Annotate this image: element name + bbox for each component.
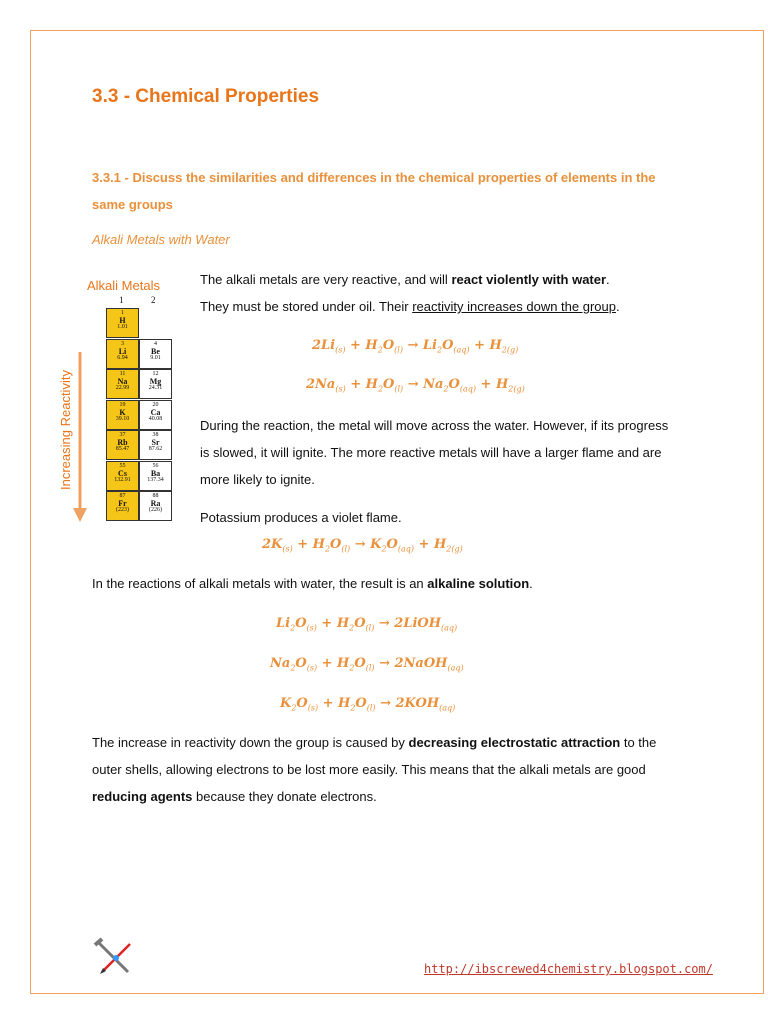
p1-text-d: They must be stored under oil. Their: [200, 299, 413, 314]
element-cell-sr: 38 Sr 87.62: [139, 430, 172, 460]
p4-bold: alkaline solution: [427, 576, 530, 591]
element-cell-mg: 12 Mg 24.31: [139, 369, 172, 399]
p5-bold-a: decreasing electrostatic attraction: [408, 735, 621, 750]
element-cell-cs: 55 Cs 132.91: [106, 461, 139, 491]
equation-k: $2K_{(s)} + H_2O_{(l)} \to K_2O_{(aq)} + H_{2(g)}$: [262, 537, 463, 554]
element-cell-k: 19 K 39.10: [106, 400, 139, 430]
element-cell-ra: 88 Ra (226): [139, 491, 172, 521]
p4-text-a: In the reactions of alkali metals with water, the result is an: [92, 576, 428, 591]
equation-li2o: $Li_2O_{(s)} + H_2O_{(l)}$ → 2LiOH$_{(aq)}$: [276, 616, 458, 633]
p5-bold-b: reducing agents: [92, 789, 193, 804]
equation-na: $2Na_{(s)} + H_2O_{(l)} \to Na_2O_{(aq)} + H_{2(g)}$: [306, 377, 525, 394]
p1-text-c: .: [606, 272, 610, 287]
figure-title: Alkali Metals: [87, 278, 160, 293]
screw-logo-icon: [92, 936, 136, 980]
equation-li: $2Li_{(s)} + H_2O_{(l)} \to Li_2O_{(aq)} + H_{2(g)}$: [312, 338, 519, 355]
p1-bold: react violently with water: [451, 272, 607, 287]
element-cell-ca: 20 Ca 40.08: [139, 400, 172, 430]
p5-text-a: The increase in reactivity down the group is caused by: [92, 735, 409, 750]
element-cell-rb: 37 Rb 85.47: [106, 430, 139, 460]
paragraph-1: [200, 266, 680, 320]
element-cell-li: 3 Li 6.94: [106, 339, 139, 369]
section-heading: Alkali Metals with Water: [92, 232, 230, 247]
arrow-head: [73, 508, 87, 522]
paragraph-2: During the reaction, the metal will move across the water. However, if its progress is slowed, it will ignite. The more reactive metals will have a larger flame and are more likely to ignite.: [200, 418, 669, 487]
group-1-header: 1: [119, 295, 124, 305]
arrow-label: Increasing Reactivity: [58, 370, 73, 490]
p5-text-c: to the outer shells, allowing electrons to be lost more easily. This means that the alkali metals are good: [92, 735, 657, 777]
reactivity-arrow: [58, 350, 88, 525]
page-title: 3.3 - Chemical Properties: [92, 86, 320, 107]
element-cell-be: 4 Be 9.01: [139, 339, 172, 369]
element-cell-h: 1 H 1.01: [106, 308, 139, 338]
p1-text-f: .: [615, 299, 620, 314]
element-cell-fr: 87 Fr (223): [106, 491, 139, 521]
group-2-header: 2: [151, 295, 156, 305]
p5-text-e: because they donate electrons.: [192, 789, 377, 804]
element-cell-na: 11 Na 22.99: [106, 369, 139, 399]
element-cell-ba: 56 Ba 137.34: [139, 461, 172, 491]
p1-text-a: The alkali metals are very reactive, and will: [200, 272, 452, 287]
equation-k2o: $K_2O_{(s)} + H_2O_{(l)} \to 2KOH_{(aq)}$: [280, 696, 456, 713]
paragraph-5: [92, 729, 682, 810]
equation-na2o: $Na_2O_{(s)} + H_2O_{(l)}$ → 2NaOH$_{(aq)}$: [270, 656, 464, 673]
paragraph-4: [92, 570, 682, 597]
p1-underline: reactivity increases down the group: [412, 299, 616, 314]
subtitle: 3.3.1 - Discuss the similarities and differences in the chemical properties of elements in the same groups: [92, 170, 656, 212]
p4-text-c: .: [529, 576, 533, 591]
paragraph-3: Potassium produces a violet flame.: [200, 510, 402, 525]
blog-link[interactable]: http://ibscrewed4chemistry.blogspot.com/: [424, 962, 713, 976]
